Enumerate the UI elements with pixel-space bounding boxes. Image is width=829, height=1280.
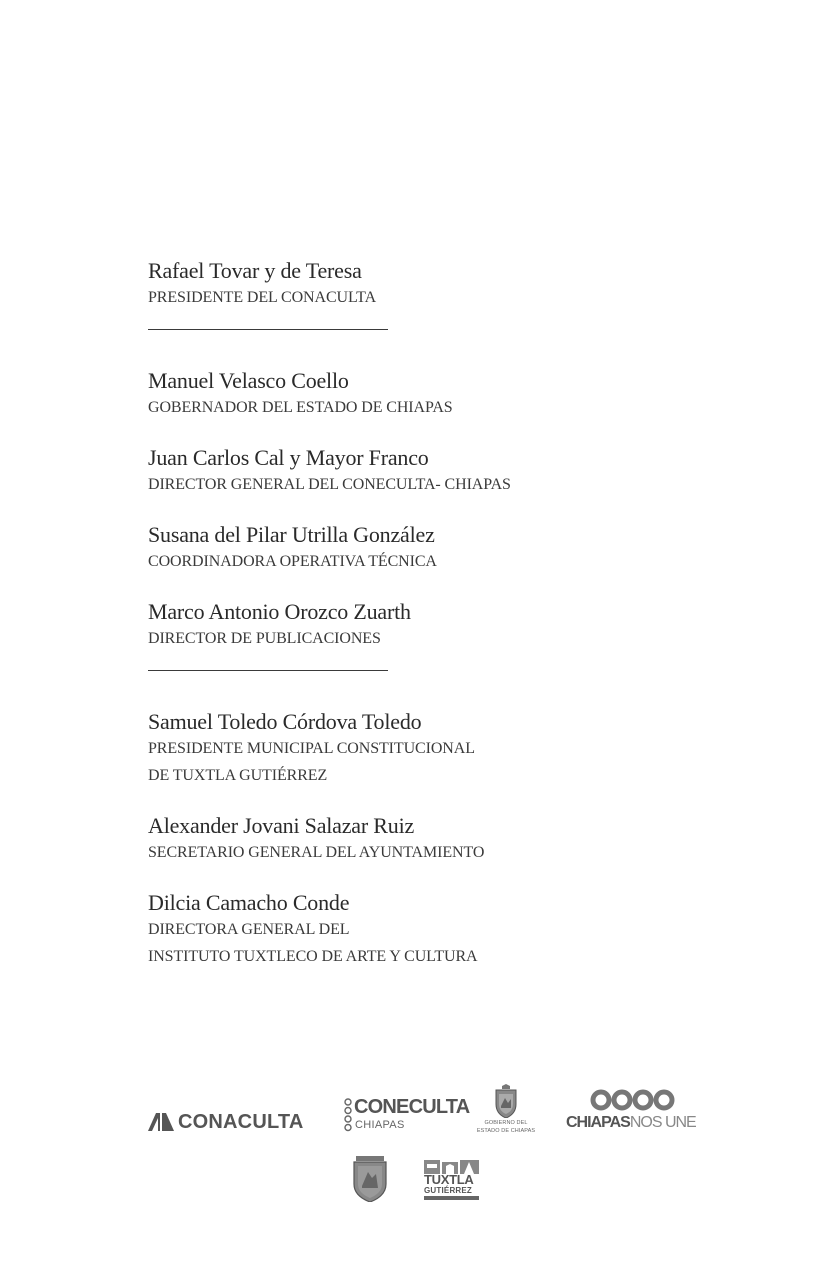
credits-block: [148, 258, 708, 970]
gobierno-chiapas-logo: [476, 1084, 536, 1136]
tuxtla-gutierrez-logo: [424, 1158, 480, 1202]
conaculta-logo: [148, 1110, 303, 1134]
spacer: [148, 575, 708, 599]
conaculta-mark-icon: [148, 1113, 174, 1131]
credit-role: DIRECTOR DE PUBLICACIONES: [148, 630, 381, 647]
chiapas-nos-une-logo: [566, 1088, 696, 1132]
gutierrez-logo-text: GUTIÉRREZ: [424, 1186, 473, 1195]
credit-entry: [148, 258, 708, 311]
tuxtla-logo-text: TUXTLA: [424, 1172, 474, 1187]
credit-entry: [148, 522, 708, 575]
gobierno-logo-line1: GOBIERNO DEL: [484, 1120, 528, 1126]
credit-role: PRESIDENTE DEL CONACULTA: [148, 289, 377, 306]
chiapas-crest-icon: [493, 1084, 519, 1118]
credit-role: DIRECTOR GENERAL DEL CONECULTA- CHIAPAS: [148, 476, 511, 493]
credit-role: DIRECTORA GENERAL DEL: [148, 921, 350, 938]
coneculta-logo-subtext: CHIAPAS: [355, 1119, 405, 1131]
credit-name: Rafael Tovar y de Teresa: [148, 258, 362, 283]
credit-entry: [148, 445, 708, 498]
credit-role: GOBERNADOR DEL ESTADO DE CHIAPAS: [148, 399, 453, 416]
divider-rule: [148, 670, 388, 671]
spacer: [148, 421, 708, 445]
credit-role: PRESIDENTE MUNICIPAL CONSTITUCIONAL: [148, 740, 475, 757]
tuxtla-logo-bar: [424, 1196, 479, 1200]
nos-une-text: NOS UNE: [629, 1114, 696, 1131]
credit-name: Manuel Velasco Coello: [148, 368, 349, 393]
credit-role: INSTITUTO TUXTLECO DE ARTE Y CULTURA: [148, 948, 478, 965]
credit-entry: [148, 813, 708, 866]
spacer: [148, 866, 708, 890]
credit-entry: [148, 709, 708, 789]
coneculta-logo: [344, 1096, 470, 1136]
chiapas-nos-une-text: [566, 1114, 696, 1132]
gobierno-logo-line2: ESTADO DE CHIAPAS: [476, 1128, 536, 1134]
tuxtla-shield-logo: [352, 1156, 388, 1202]
coneculta-dots-icon: [344, 1098, 352, 1132]
tuxtla-shield-icon: [352, 1156, 388, 1202]
credit-name: Dilcia Camacho Conde: [148, 890, 350, 915]
conaculta-logo-text: CONACULTA: [178, 1110, 304, 1133]
credit-entry: [148, 890, 708, 970]
credit-name: Marco Antonio Orozco Zuarth: [148, 599, 411, 624]
rings-icon: [590, 1088, 676, 1112]
chiapas-text: CHIAPAS: [566, 1114, 630, 1131]
credit-name: Samuel Toledo Córdova Toledo: [148, 709, 422, 734]
spacer: [148, 498, 708, 522]
credit-name: Alexander Jovani Salazar Ruiz: [148, 813, 415, 838]
spacer: [148, 789, 708, 813]
credit-role: DE TUXTLA GUTIÉRREZ: [148, 767, 328, 784]
credit-entry: [148, 599, 708, 652]
credit-entry: [148, 368, 708, 421]
credit-role: COORDINADORA OPERATIVA TÉCNICA: [148, 553, 437, 570]
credit-name: Susana del Pilar Utrilla González: [148, 522, 435, 547]
credit-role: SECRETARIO GENERAL DEL AYUNTAMIENTO: [148, 844, 485, 861]
divider-rule: [148, 329, 388, 330]
credit-name: Juan Carlos Cal y Mayor Franco: [148, 445, 429, 470]
coneculta-logo-text: CONECULTA: [354, 1096, 470, 1118]
sponsor-logos: [0, 1080, 829, 1210]
